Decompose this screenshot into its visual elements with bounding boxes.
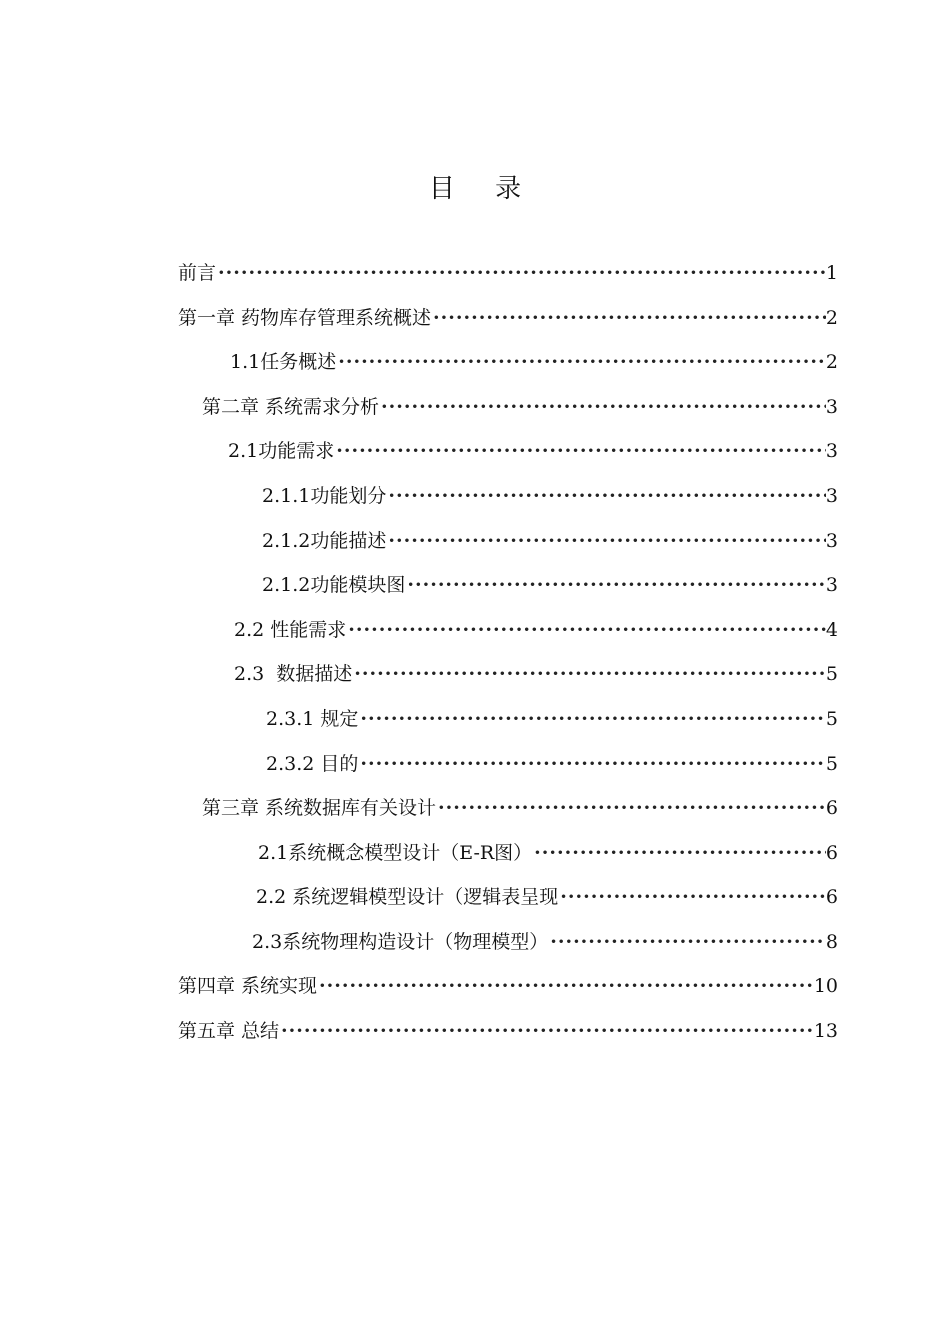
toc-entry-3-2[interactable] bbox=[256, 882, 838, 912]
toc-entry-chapter-1[interactable] bbox=[178, 303, 838, 333]
toc-dot-leader bbox=[334, 436, 826, 466]
toc-entry-label: 2.3.1 规定 bbox=[266, 708, 359, 730]
toc-entry-label: 2.2 系统逻辑模型设计（逻辑表呈现 bbox=[256, 886, 559, 908]
toc-entry-label: 第五章 总结 bbox=[178, 1020, 280, 1042]
toc-dot-leader bbox=[431, 303, 826, 333]
toc-dot-leader bbox=[352, 659, 826, 689]
toc-entry-2-3-2[interactable] bbox=[266, 749, 838, 779]
toc-dot-leader bbox=[548, 927, 826, 957]
toc-dot-leader bbox=[379, 392, 826, 422]
toc-entry-2-3[interactable] bbox=[234, 659, 838, 689]
toc-page-number: 5 bbox=[825, 753, 838, 775]
toc-page-number: 3 bbox=[825, 530, 838, 552]
toc-entry-label: 第一章 药物库存管理系统概述 bbox=[178, 307, 432, 329]
toc-page-number: 13 bbox=[813, 1020, 838, 1042]
toc-dot-leader bbox=[317, 971, 814, 1001]
toc-page-number: 5 bbox=[825, 663, 838, 685]
toc-page-number: 3 bbox=[825, 440, 838, 462]
toc-page-number: 6 bbox=[825, 842, 838, 864]
toc-entry-label: 2.1.2功能描述 bbox=[262, 530, 387, 552]
toc-entry-2-1-2[interactable] bbox=[262, 526, 838, 556]
toc-entry-chapter-2[interactable] bbox=[202, 392, 838, 422]
page-title: 目 录 bbox=[428, 174, 538, 204]
toc-page-number: 2 bbox=[825, 351, 838, 373]
toc-entry-chapter-5[interactable] bbox=[178, 1016, 838, 1046]
toc-page-number: 6 bbox=[825, 797, 838, 819]
toc-entry-label: 2.1.1功能划分 bbox=[262, 485, 387, 507]
toc-page-number: 4 bbox=[825, 619, 838, 641]
toc-dot-leader bbox=[532, 838, 826, 868]
toc-page-number: 3 bbox=[825, 574, 838, 596]
toc-page-number: 5 bbox=[825, 708, 838, 730]
toc-entry-label: 1.1任务概述 bbox=[230, 351, 337, 373]
toc-entry-2-1[interactable] bbox=[228, 436, 838, 466]
toc-entry-label: 2.3系统物理构造设计（物理模型） bbox=[252, 931, 549, 953]
toc-page-number: 3 bbox=[825, 396, 838, 418]
toc-page-number: 10 bbox=[813, 975, 838, 997]
toc-dot-leader bbox=[358, 749, 826, 779]
toc-dot-leader bbox=[436, 793, 826, 823]
toc-entry-label: 2.1系统概念模型设计（E-R图） bbox=[258, 842, 533, 864]
toc-dot-leader bbox=[279, 1016, 814, 1046]
toc-dot-leader bbox=[346, 615, 826, 645]
toc-dot-leader bbox=[336, 347, 826, 377]
toc-entry-3-3[interactable] bbox=[252, 927, 838, 957]
toc-entry-label: 第三章 系统数据库有关设计 bbox=[202, 797, 437, 819]
toc-dot-leader bbox=[386, 481, 826, 511]
toc-entry-3-1[interactable] bbox=[258, 838, 838, 868]
toc-entry-label: 第二章 系统需求分析 bbox=[202, 396, 380, 418]
toc-entry-1-1[interactable] bbox=[230, 347, 838, 377]
toc-entry-chapter-4[interactable] bbox=[178, 971, 838, 1001]
toc-entry-2-1-2-module[interactable] bbox=[262, 570, 838, 600]
toc-entry-label: 2.1.2功能模块图 bbox=[262, 574, 406, 596]
toc-entry-label: 2.2 性能需求 bbox=[234, 619, 347, 641]
toc-page-number: 8 bbox=[825, 931, 838, 953]
toc-dot-leader bbox=[558, 882, 826, 912]
toc-page-number: 2 bbox=[825, 307, 838, 329]
toc-entry-2-2[interactable] bbox=[234, 615, 838, 645]
toc-dot-leader bbox=[405, 570, 826, 600]
toc-entry-2-1-1[interactable] bbox=[262, 481, 838, 511]
toc-dot-leader bbox=[386, 526, 826, 556]
toc-entry-label: 2.1功能需求 bbox=[228, 440, 335, 462]
toc-entry-preface[interactable] bbox=[178, 258, 838, 288]
toc-dot-leader bbox=[358, 704, 826, 734]
toc-entry-chapter-3[interactable] bbox=[202, 793, 838, 823]
toc-entry-2-3-1[interactable] bbox=[266, 704, 838, 734]
toc-entry-label: 第四章 系统实现 bbox=[178, 975, 318, 997]
toc-dot-leader bbox=[216, 258, 826, 288]
toc-page-number: 1 bbox=[825, 262, 838, 284]
toc-entry-label: 前言 bbox=[178, 262, 217, 284]
toc-entry-label: 2.3.2 目的 bbox=[266, 753, 359, 775]
toc-page-number: 3 bbox=[825, 485, 838, 507]
toc-page-number: 6 bbox=[825, 886, 838, 908]
toc-entry-label: 2.3 数据描述 bbox=[234, 663, 353, 685]
